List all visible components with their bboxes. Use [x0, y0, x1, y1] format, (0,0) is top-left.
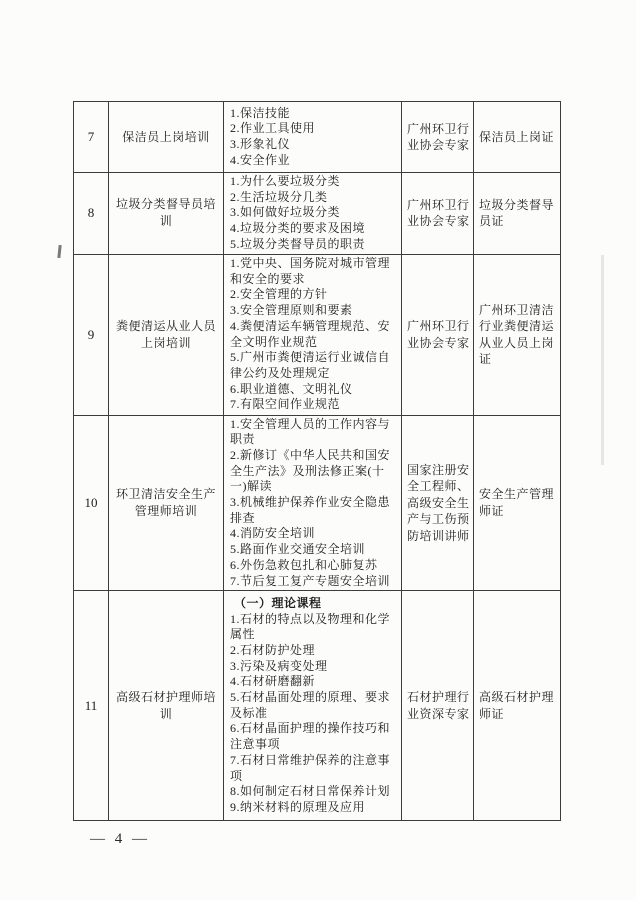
course-content-cell	[224, 415, 402, 591]
course-content-line: 1.保洁技能	[230, 105, 291, 120]
course-content-cell	[224, 591, 402, 821]
course-content-line: 2.安全管理的方针	[230, 287, 328, 302]
course-content-line: 4.消防安全培训	[230, 526, 316, 541]
expert-cell: 广州环卫行业协会专家	[402, 173, 474, 255]
course-content-line: 3.污染及病变处理	[230, 658, 328, 673]
course-content-line: 4.垃圾分类的要求及困境	[230, 221, 366, 236]
course-content-line: 2.作业工具使用	[230, 121, 316, 136]
content-section-header: （一）理论课程	[234, 595, 322, 610]
course-content-line: 1.安全管理人员的工作内容与职责	[230, 416, 391, 447]
course-content-line: 5.路面作业交通安全培训	[230, 542, 366, 557]
row-number-cell: 11	[74, 591, 109, 821]
row-number-cell: 10	[74, 415, 109, 591]
page-number: — 4 —	[90, 831, 150, 847]
course-content-line: 8.如何制定石材日常保养计划	[230, 784, 391, 799]
training-name-cell: 粪便清运从业人员上岗培训	[109, 254, 224, 415]
expert-cell: 石材护理行业资深专家	[402, 591, 474, 821]
row-number-cell: 8	[74, 173, 109, 255]
table-row	[74, 102, 561, 173]
row-number-cell: 7	[74, 102, 109, 173]
certificate-cell: 安全生产管理师证	[474, 415, 561, 591]
course-content-line: 9.纳米材料的原理及应用	[230, 799, 366, 814]
training-name-cell: 垃圾分类督导员培训	[109, 173, 224, 255]
course-content-line: 7.节后复工复产专题安全培训	[230, 573, 391, 588]
course-content-line: 5.广州市粪便清运行业诚信自律公约及处理规定	[230, 350, 391, 380]
course-content-cell	[224, 173, 402, 255]
training-table-body	[74, 102, 561, 821]
course-content-line: 2.生活垃圾分几类	[230, 189, 328, 204]
scan-artifact-mark	[57, 245, 61, 258]
course-content-line: 3.如何做好垃圾分类	[230, 205, 341, 220]
course-content-line: 3.安全管理原则和要素	[230, 303, 353, 318]
certificate-cell: 广州环卫清洁行业粪便清运从业人员上岗证	[474, 254, 561, 415]
course-content-line: 6.外伤急救包扎和心肺复苏	[230, 557, 378, 572]
row-number-cell: 9	[74, 254, 109, 415]
training-table	[73, 101, 561, 821]
certificate-cell: 垃圾分类督导员证	[474, 173, 561, 255]
course-content-line: 5.石材晶面处理的原理、要求及标准	[230, 690, 391, 720]
scan-artifact-streak	[601, 255, 604, 465]
course-content-line: 4.安全作业	[230, 152, 291, 167]
course-content-cell	[224, 254, 402, 415]
course-content-line: 2.石材防护处理	[230, 642, 316, 657]
course-content-line: 5.垃圾分类督导员的职责	[230, 236, 366, 251]
course-content-line: 3.形象礼仪	[230, 137, 291, 151]
course-content-line: 4.粪便清运车辆管理规范、安全文明作业规范	[230, 318, 391, 349]
course-content-line: 1.石材的特点以及物理和化学属性	[230, 611, 391, 642]
course-content-line: 1.党中央、国务院对城市管理和安全的要求	[230, 256, 391, 286]
certificate-cell: 保洁员上岗证	[474, 102, 561, 173]
expert-cell: 广州环卫行业协会专家	[402, 102, 474, 173]
course-content-line: 7.石材日常维护保养的注意事项	[230, 752, 391, 783]
course-content-line: 2.新修订《中华人民共和国安全生产法》及刑法修正案(十一)解读	[230, 447, 391, 494]
table-row	[74, 254, 561, 415]
course-content-line: 1.为什么要垃圾分类	[230, 174, 341, 188]
training-name-cell: 环卫清洁安全生产管理师培训	[109, 415, 224, 591]
training-name-cell: 高级石材护理师培训	[109, 591, 224, 821]
table-row	[74, 173, 561, 255]
expert-cell: 国家注册安全工程师、高级安全生产与工伤预防培训讲师	[402, 415, 474, 591]
expert-cell: 广州环卫行业协会专家	[402, 254, 474, 415]
course-content-line: 6.石材晶面护理的操作技巧和注意事项	[230, 721, 391, 752]
table-row	[74, 591, 561, 821]
course-content-line: 6.职业道德、文明礼仪	[230, 381, 353, 396]
course-content-line: 4.石材研磨翻新	[230, 674, 316, 689]
certificate-cell: 高级石材护理师证	[474, 591, 561, 821]
table-row	[74, 415, 561, 591]
course-content-line: 3.机械维护保养作业安全隐患排查	[230, 495, 391, 525]
course-content-cell	[224, 102, 402, 173]
course-content-line: 7.有限空间作业规范	[230, 397, 341, 412]
training-name-cell: 保洁员上岗培训	[109, 102, 224, 173]
